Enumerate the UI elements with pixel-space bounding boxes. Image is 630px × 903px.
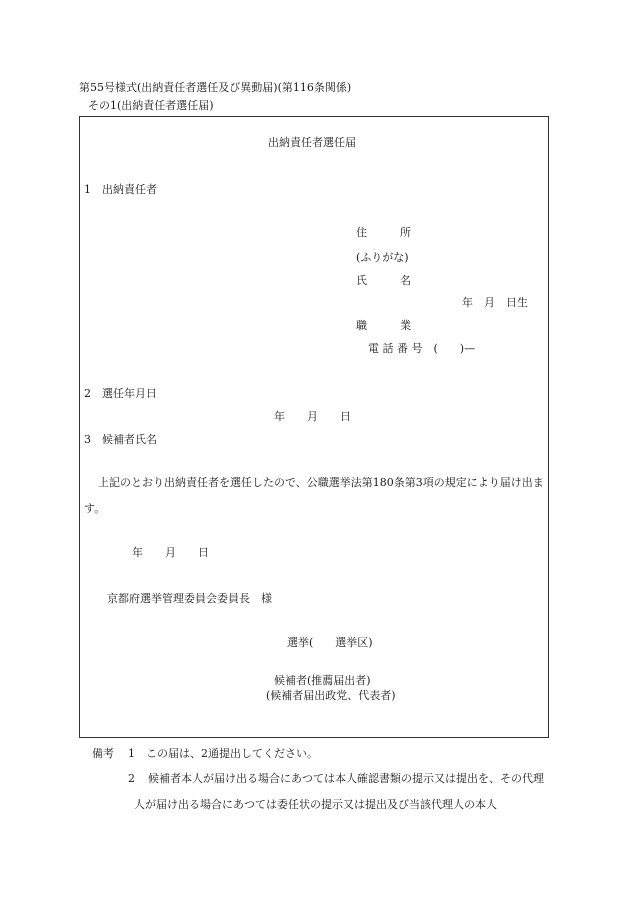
address-label: 住 所 — [356, 226, 411, 239]
furigana-label: (ふりがな) — [356, 251, 409, 264]
section-1-label: 1 出納責任者 — [84, 183, 157, 196]
note-2-number: 2 — [128, 772, 135, 785]
candidate-line-1: 候補者(推薦届出者) — [274, 674, 371, 687]
phone-label: 電 話 番 号 ( )— — [368, 342, 476, 355]
note-2-text: 候補者本人が届け出る場合にあつては本人確認書類の提示又は提出を、その代理人が届け出る場合にあつては委任状の提示又は提出及び当該代理人の本人 — [134, 772, 544, 811]
birthdate-label: 年 月 日生 — [462, 296, 528, 309]
occupation-label: 職 業 — [356, 319, 411, 332]
form-subtitle: その1(出納責任者選任届) — [88, 99, 214, 112]
appointment-date: 年 月 日 — [274, 410, 351, 423]
name-label: 氏 名 — [356, 274, 411, 287]
section-3-label: 3 候補者氏名 — [84, 433, 157, 446]
addressee: 京都府選挙管理委員会委員長 様 — [107, 592, 272, 605]
note-1-text: この届は、2通提出してください。 — [146, 747, 318, 760]
form-title: 出納責任者選任届 — [268, 136, 356, 149]
submission-date: 年 月 日 — [132, 546, 209, 559]
declaration-text: 上記のとおり出納責任者を選任したので、公職選挙法第180条第3項の規定により届け出ます。 — [84, 476, 544, 515]
election-label: 選挙( 選挙区) — [287, 636, 373, 649]
notes-label: 備考 — [92, 747, 114, 760]
section-2-label: 2 選任年月日 — [84, 387, 157, 400]
note-1-number: 1 — [128, 747, 135, 760]
candidate-line-2: (候補者届出政党、代表者) — [266, 689, 396, 702]
form-number-title: 第55号様式(出納責任者選任及び異動届)(第116条関係) — [79, 81, 352, 94]
